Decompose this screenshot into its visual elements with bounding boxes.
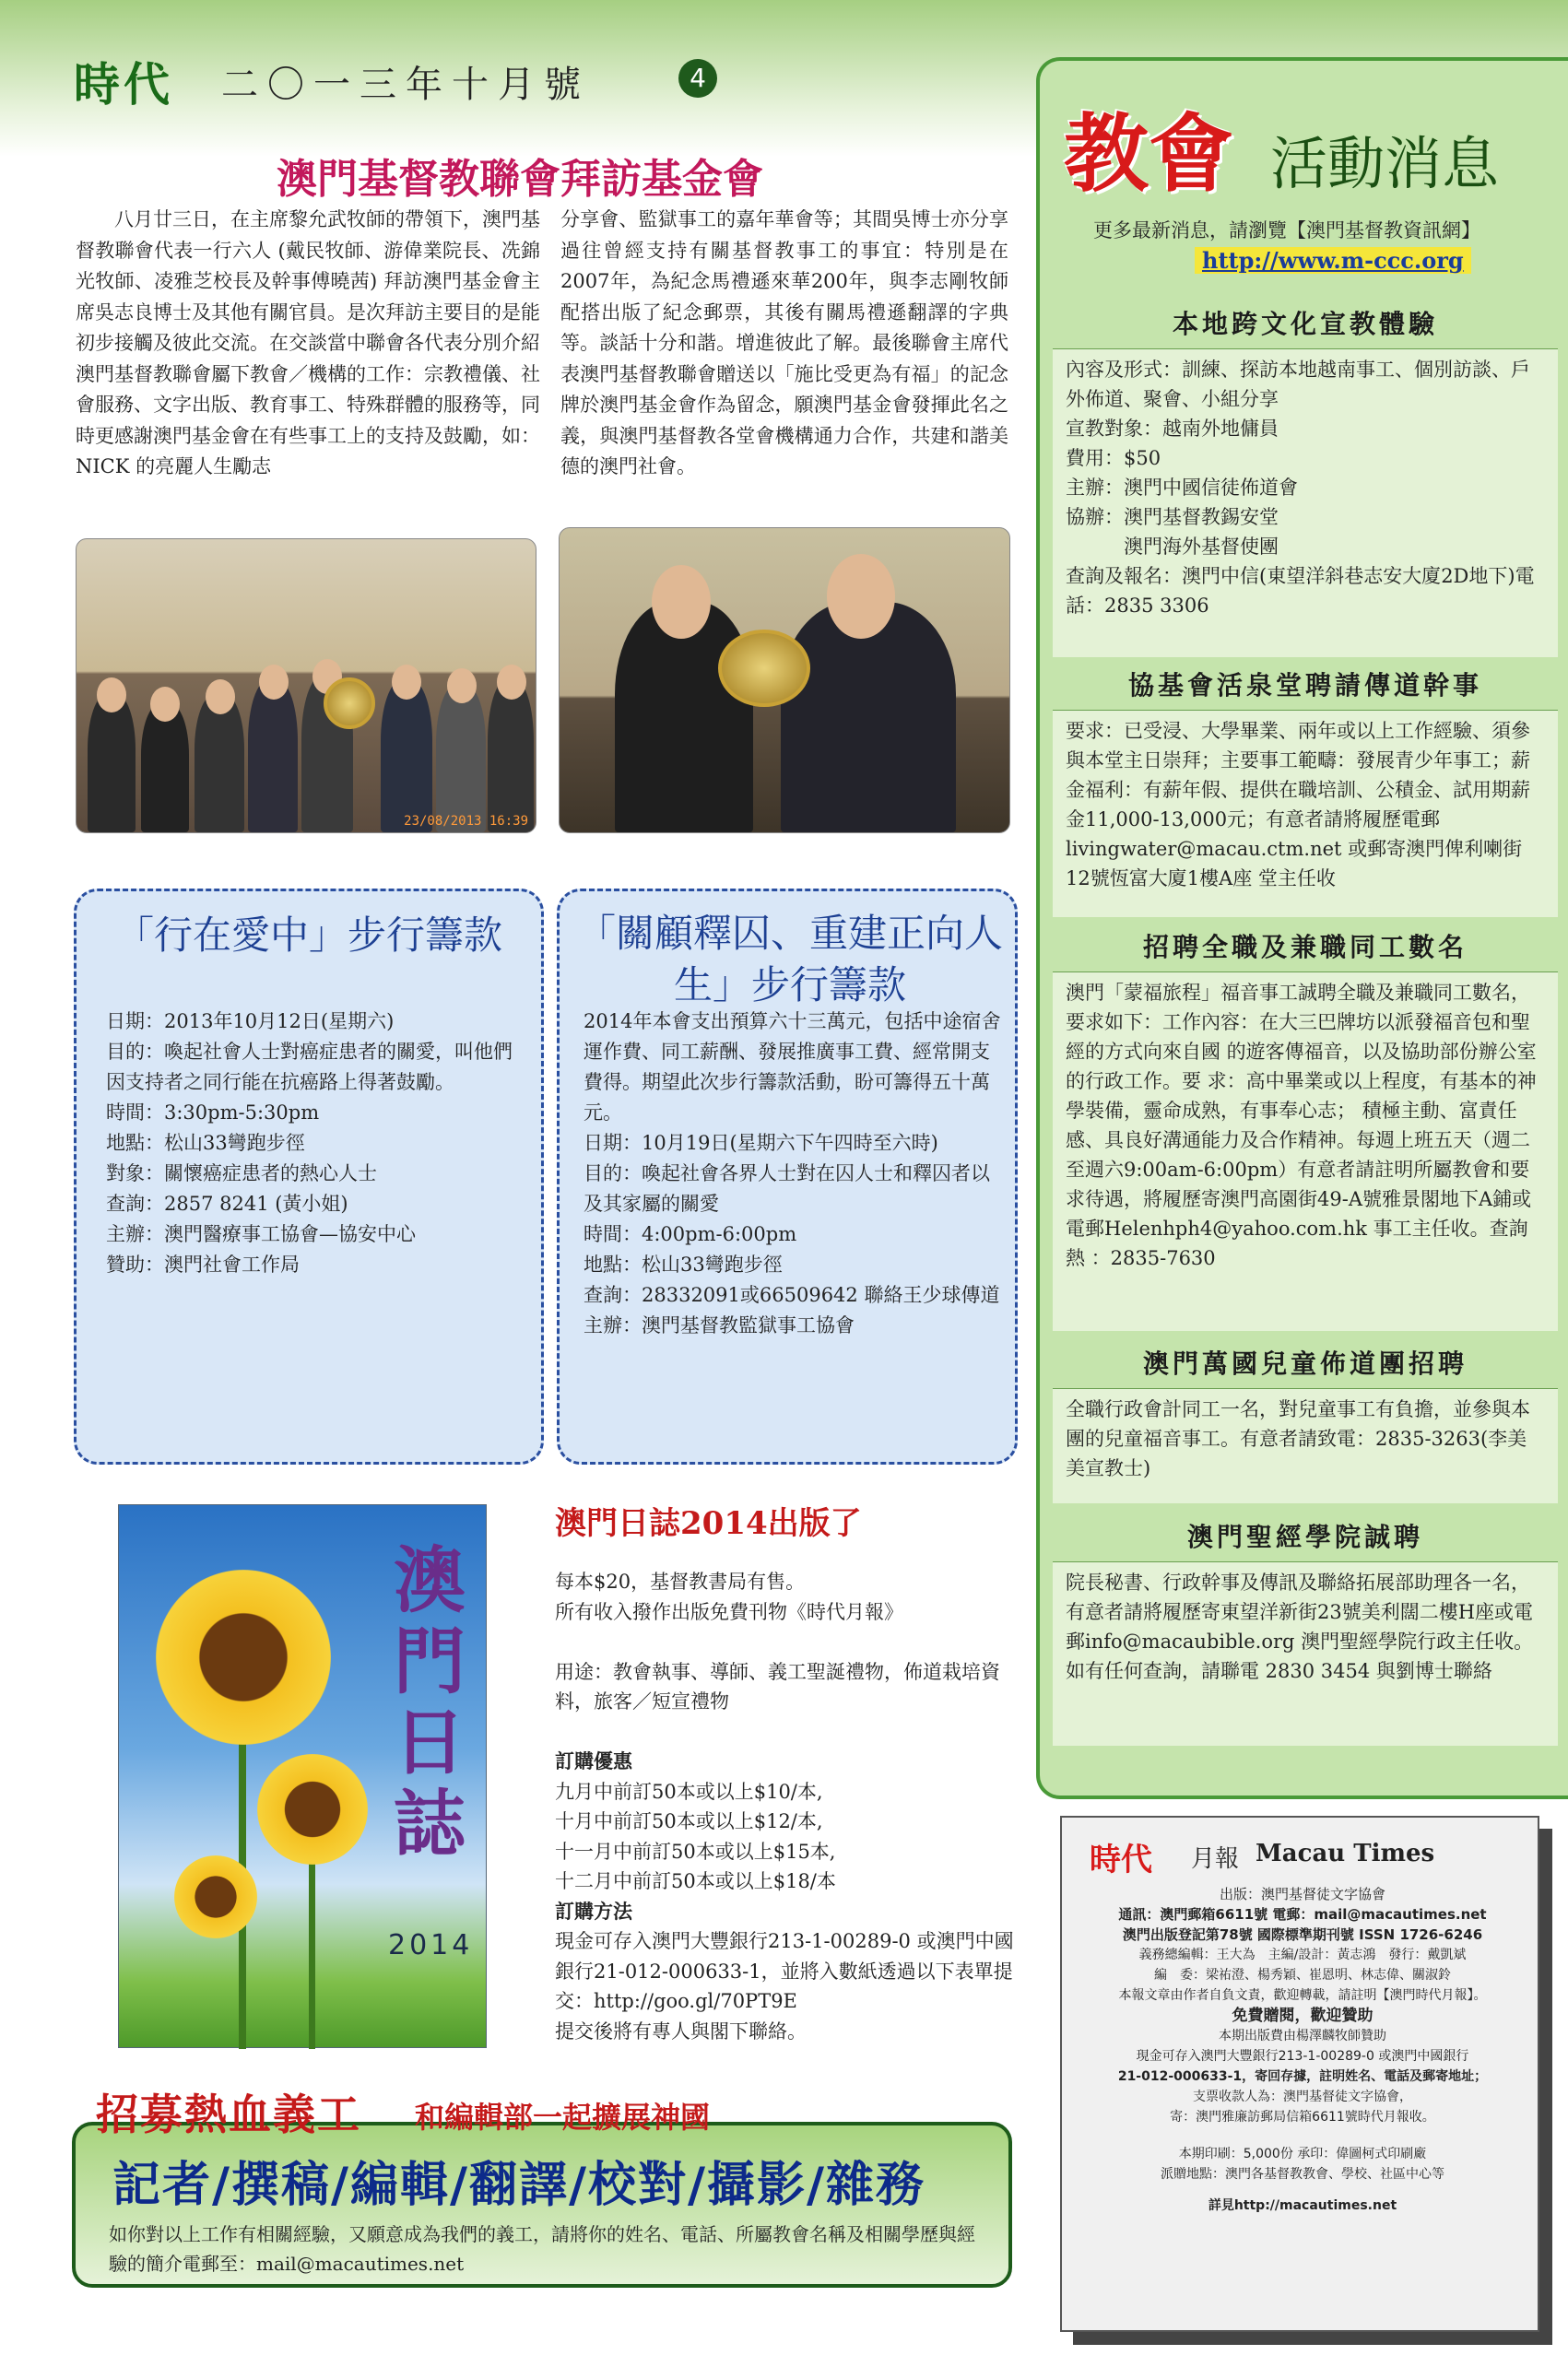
award-plaque (324, 677, 375, 729)
person-figure (381, 680, 432, 832)
section-title: 本地跨文化宣教體驗 (1172, 309, 1438, 339)
award-plaque (718, 630, 810, 707)
issue-date: 二〇一三年十月號 (221, 64, 590, 106)
diary-offer: 十月中前訂50本或以上$12/本, (555, 1810, 823, 1832)
sunflower-icon (174, 1855, 257, 1938)
section-title: 澳門萬國兒童佈道團招聘 (1142, 1348, 1468, 1379)
diary-method-end: 提交後將有專人與閣下聯絡。 (555, 2019, 807, 2043)
church-section (1053, 1512, 1558, 1746)
diary-price: 每本$20，基督教書局有售。 (555, 1571, 806, 1593)
masthead-line: 編 委：梁祐澄、楊秀穎、崔恩明、林志偉、關淑鈴 (1154, 1968, 1451, 1983)
masthead-line: 寄：澳門雅廉訪郵局信箱6611號時代月報收。 (1170, 2110, 1435, 2125)
masthead-details (1077, 1884, 1528, 2216)
person-figure (141, 703, 189, 832)
volunteer-instructions: 如你對以上工作有相關經驗，又願意成為我們的義工，請將你的姓名、電話、所屬教會名稱及相關學歷與經驗的簡介電郵至：mail@macautimes.net (109, 2223, 975, 2275)
handshake-photo (559, 527, 1010, 833)
sunflower-icon (156, 1570, 331, 1745)
diary-offer: 十一月中前訂50本或以上$15本, (555, 1840, 836, 1863)
diary-book-cover (118, 1504, 487, 2048)
church-news-title: 活動消息 (1270, 130, 1500, 197)
section-body (1053, 1561, 1558, 1746)
article-title: 澳門基督教聯會拜訪基金會 (277, 156, 763, 203)
diary-usage: 用途：教會執事、導師、義工聖誕禮物，佈道栽培資料，旅客／短宣禮物 (555, 1660, 1000, 1713)
walk-fundraiser-1 (74, 889, 544, 1465)
section-line: 宣教對象：越南外地傭員 (1066, 418, 1279, 440)
section-line: 主辦：澳門中國信徒佈道會 (1066, 477, 1298, 499)
section-body (1053, 710, 1558, 917)
book-cover-year: 2014 (388, 1929, 474, 1961)
walk-2-line: 主辦：澳門基督教監獄事工協會 (584, 1314, 855, 1336)
masthead-line: 本期印刷：5,000份 承印：偉圖柯式印刷廠 (1178, 2147, 1427, 2161)
section-line: 費用：$50 (1066, 447, 1161, 469)
photo-timestamp: 23/08/2013 16:39 (404, 814, 528, 829)
group-photo (76, 538, 536, 833)
masthead-website[interactable]: 詳見http://macautimes.net (1208, 2198, 1397, 2213)
diary-details (555, 1567, 1016, 2046)
walk-1-line: 時間：3:30pm-5:30pm (106, 1101, 320, 1124)
masthead-line: 義務總編輯：王大為 主編/設計：黃志鴻 發行：戴凱斌 (1138, 1948, 1467, 1962)
church-website-link[interactable]: http://www.m-ccc.org (1195, 247, 1471, 274)
church-section (1053, 922, 1558, 1331)
person-head (97, 677, 126, 712)
masthead-name: Macau Times (1256, 1840, 1435, 1867)
walk-1-line: 查詢：2857 8241 (黃小姐) (106, 1193, 348, 1215)
section-line: 澳門「蒙福旅程」福音事工誠聘全職及兼職同工數名，要求如下：工作內容：在大三巴牌坊以派發福音包和聖經的方式向來自國 的遊客傳福音，以及協助部份辦公室的行政工作。要 求：高中畢業或以上程度，有基本的神學裝備，靈命成熟，有事奉心志； 積極主動、富責任感、具良好溝通能力及合作精神。每週上班五天（週二至週六9:00am-6:00pm）有意者請註明所屬教會和要求待遇，將履歷寄澳門高園街49-A號雅景閣地下A鋪或電郵Helenhph4@yahoo.com.hk 事工主任收。查詢熱 ：2835-7630 (1066, 982, 1537, 1269)
section-title: 澳門聖經學院誠聘 (1186, 1522, 1423, 1552)
section-line: 協辦：澳門基督教錫安堂 (1066, 506, 1279, 528)
person-head (447, 668, 477, 703)
church-section (1053, 1338, 1558, 1503)
walk-1-line: 主辦：澳門醫療事工協會—協安中心 (106, 1223, 416, 1245)
masthead-line: 免費贈閱，歡迎贊助 (1232, 2007, 1373, 2025)
person-head (652, 565, 711, 639)
person-figure (195, 694, 244, 832)
volunteer-recruit-title: 招募熱血義工 (96, 2090, 361, 2139)
section-line: 要求：已受浸、大學畢業、兩年或以上工作經驗、須參與本堂主日崇拜；主要事工範疇：發展青少年事工；薪金福利：有薪年假、提供在職培訓、公積金、試用期薪金11,000-13,000元；有意者請將履歷電郵livingwater@macau.ctm.net 或郵寄澳門俾利喇街12號恆富大廈1樓A座 堂主任收 (1066, 720, 1530, 889)
walk-2-line: 日期：10月19日(星期六下午四時至六時) (584, 1132, 938, 1154)
volunteer-roles: 記者/撰稿/編輯/翻譯/校對/攝影/雜務 (112, 2158, 925, 2213)
page-number: 4 (678, 59, 717, 98)
church-news-panel (1036, 57, 1568, 1799)
section-body (1053, 348, 1558, 657)
person-head (497, 665, 526, 700)
person-head (392, 665, 421, 700)
walk-2-details (584, 1007, 1008, 1341)
masthead-line: 出版：澳門基督徒文字協會 (1219, 1886, 1385, 1902)
person-figure (88, 694, 136, 832)
person-figure (436, 685, 486, 832)
church-logo: 教會 (1064, 105, 1234, 204)
walk-1-line: 目的：喚起社會人士對癌症患者的關愛，叫他們因支持者之同行能在抗癌路上得著鼓勵。 (106, 1041, 513, 1093)
diary-heading: 澳門日誌2014出版了 (555, 1505, 862, 1542)
walk-2-title: 「關顧釋囚、重建正向人生」步行籌款 (576, 911, 1003, 1007)
walk-2-line: 時間：4:00pm-6:00pm (584, 1223, 797, 1245)
article-column-1: 八月廿三日，在主席黎允武牧師的帶領下，澳門基督教聯會代表一行六人 (戴民牧師、游偉業院長、冼錦光牧師、凌雅芝校長及幹事傅曉茜) 拜訪澳門基金會主席吳志良博士及其他有關官員。是次拜訪主要目的是能初步接觸及彼此交流。在交談當中聯會各代表分別介紹澳門基督教聯會屬下教會／機構的工作：宗教禮儀、社會服務、文字出版、教育事工、特殊群體的服務等，同時更感謝澳門基金會在有些事工上的支持及鼓勵，如：NICK 的亮麗人生勵志 (76, 208, 540, 477)
book-cover-title: 澳門日誌 (382, 1542, 466, 1866)
masthead-label: 月報 (1191, 1845, 1240, 1873)
person-head (206, 679, 235, 714)
masthead-line: 本期出版費由楊澤麟牧師贊助 (1219, 2029, 1386, 2043)
article-column-2: 分享會、監獄事工的嘉年華會等；其間吳博士亦分享過往曾經支持有關基督教事工的事宜：特別是在2007年，為紀念馬禮遜來華200年，與李志剛牧師配搭出版了紀念郵票，其後有關馬禮遜翻譯的字典等。談話十分和諧。增進彼此了解。最後聯會主席代表澳門基督教聯會贈送以「施比受更為有福」的記念牌於澳門基金會作為留念，願澳門基金會發揮此名之義，與澳門基督教各堂會機構通力合作，共建和諧美德的澳門社會。 (560, 208, 1008, 477)
person-figure (488, 680, 534, 832)
walk-2-line: 查詢：28332091或66509642 聯絡王少球傳道 (584, 1284, 1000, 1306)
masthead-line: 本報文章由作者自負文責，歡迎轉載，請註明【澳門時代月報】。 (1118, 1988, 1487, 2003)
section-body (1053, 1388, 1558, 1503)
section-body (1053, 971, 1558, 1331)
sunflower-icon (257, 1754, 368, 1865)
section-line: 院長秘書、行政幹事及傳訊及聯絡拓展部助理各一名，有意者請將履歷寄東望洋新街23號美利闊二樓H座或電郵info@macaubible.org 澳門聖經學院行政主任收。如有任何查詢，請聯電 2830 3454 與劉博士聯絡 (1066, 1572, 1534, 1682)
masthead-line: 澳門出版登記第78號 國際標準期刊號 ISSN 1726-6246 (1122, 1926, 1483, 1943)
section-title: 協基會活泉堂聘請傳道幹事 (1127, 670, 1482, 701)
walk-1-line: 贊助：澳門社會工作局 (106, 1254, 300, 1276)
person-head (259, 665, 289, 700)
volunteer-recruit-subtitle: 和編輯部一起擴展神國 (415, 2100, 711, 2135)
walk-1-details (106, 1007, 530, 1280)
diary-method-heading: 訂購方法 (555, 1899, 632, 1923)
walk-1-line: 日期：2013年10月12日(星期六) (106, 1010, 395, 1032)
masthead-box (1060, 1816, 1539, 2332)
masthead-line: 現金可存入澳門大豐銀行213-1-00289-0 或澳門中國銀行 (1136, 2049, 1469, 2064)
diary-proceeds: 所有收入撥作出版免費刊物《時代月報》 (555, 1600, 903, 1623)
person-figure (248, 680, 298, 832)
section-line: 內容及形式：訓練、探訪本地越南事工、個別訪談、戶外佈道、聚會、小組分享 (1066, 359, 1530, 410)
masthead-line: 21-012-000633-1，寄回存據，註明姓名、電話及郵寄地址； (1117, 2069, 1488, 2084)
masthead-line: 通訊：澳門郵箱6611號 電郵：mail@macautimes.net (1118, 1906, 1487, 1923)
diary-offer: 九月中前訂50本或以上$10/本, (555, 1780, 823, 1803)
brand-logo: 時代 (74, 57, 173, 112)
volunteer-recruit-box (72, 2122, 1012, 2288)
person-head (827, 554, 895, 639)
masthead-line: 派贈地點：澳門各基督教教會、學校、社區中心等 (1161, 2167, 1444, 2182)
diary-method: 現金可存入澳門大豐銀行213-1-00289-0 或澳門中國銀行21-012-000633-1，並將入數紙透過以下表單提交：http://goo.gl/70PT9E (555, 1930, 1014, 2012)
church-more-info: 更多最新消息，請瀏覽【澳門基督教資訊網】 (1093, 219, 1480, 241)
walk-2-line: 2014年本會支出預算六十三萬元，包括中途宿舍運作費、同工薪酬、發展推廣事工費、經常開支費得。期望此次步行籌款活動，盼可籌得五十萬元。 (584, 1010, 1001, 1124)
masthead-logo: 時代 (1090, 1842, 1152, 1878)
diary-offer-heading: 訂購優惠 (555, 1749, 632, 1772)
church-section (1053, 299, 1558, 657)
diary-offer: 十二月中前訂50本或以上$18/本 (555, 1870, 836, 1892)
masthead-line: 支票收款人為：澳門基督徒文字協會， (1193, 2090, 1412, 2104)
section-title: 招聘全職及兼職同工數名 (1142, 932, 1468, 962)
section-line: 澳門海外基督使團 (1066, 536, 1279, 558)
person-head (150, 687, 180, 722)
walk-1-line: 地點：松山33彎跑步徑 (106, 1132, 305, 1154)
section-line: 查詢及報名：澳門中信(東望洋斜巷志安大廈2D地下)電話：2835 3306 (1066, 565, 1535, 617)
church-section (1053, 660, 1558, 917)
walk-fundraiser-2 (557, 889, 1018, 1465)
walk-2-line: 目的：喚起社會各界人士對在囚人士和釋囚者以及其家屬的關愛 (584, 1162, 990, 1215)
section-line: 全職行政會計同工一名，對兒童事工有負擔，並參與本團的兒童福音事工。有意者請致電：2835-3263(李美美宣教士) (1066, 1398, 1530, 1479)
walk-1-title: 「行在愛中」步行籌款 (114, 913, 502, 958)
walk-2-line: 地點：松山33彎跑步徑 (584, 1254, 783, 1276)
walk-1-line: 對象：關懷癌症患者的熱心人士 (106, 1162, 377, 1184)
